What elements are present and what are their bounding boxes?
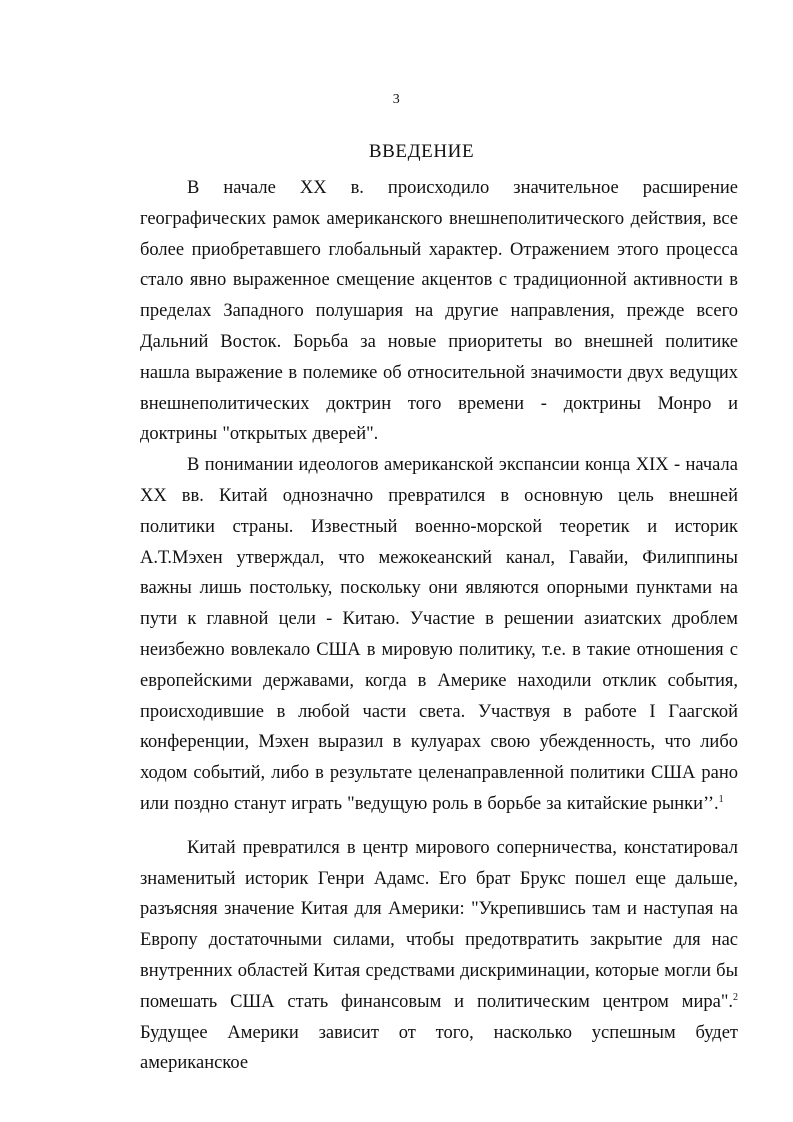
page-number: 3 xyxy=(392,92,401,107)
paragraph-1 xyxy=(140,173,738,450)
document-body xyxy=(140,173,738,1079)
paragraph-1-text: В начале XX в. происходило значительное расширение географических рамок американского внешнеполитического действия, все более приобретавшего глобальный характер. Отражением этого процесса стало явно выраженное смещение акцентов с традиционной активности в пределах Западного полушария на другие направления, прежде всего Дальний Восток. Борьба за новые приоритеты во внешней политике нашла выражение в полемике об относительной значимости двух ведущих внешнеполитических доктрин того времени - доктрины Монро и доктрины "открытых дверей". xyxy=(140,178,738,445)
paragraph-3-text-part1: Китай превратился в центр мирового соперничества, констатировал знаменитый историк Генри Адамс. Его брат Брукс пошел еще дальше, разъясняя значение Китая для Америки: "Укрепившись там и наступая на Европу достаточными силами, чтобы предотвратить закрытие для нас внутренних областей Китая средствами дискриминации, которые могли бы помешать США стать финансовым и политическим центром мира". xyxy=(140,837,738,1012)
paragraph-3-text-part2: Будущее Америки зависит от того, насколько успешным будет американское xyxy=(140,1022,738,1074)
paragraph-3 xyxy=(140,833,738,1079)
paragraph-2 xyxy=(140,450,738,820)
footnote-marker-1: 1 xyxy=(718,793,724,805)
paragraph-2-text: В понимании идеологов американской экспансии конца XIX - начала XX вв. Китай однозначно превратился в основную цель внешней политики страны. Известный военно-морской теоретик и историк А.Т.Мэхен утверждал, что межокеанский канал, Гавайи, Филиппины важны лишь постольку, поскольку они являются опорными пунктами на пути к главной цели - Китаю. Участие в решении азиатских дроблем неизбежно вовлекало США в мировую политику, т.е. в такие отношения с европейскими державами, когда в Америке находили отклик события, происходившие в любой части света. Участвуя в работе I Гаагской конференции, Мэхен выразил в кулуарах свою убежденность, что либо ходом событий, либо в результате целенаправленной политики США рано или поздно станут играть "ведущую роль в борьбе за китайские рынки’’. xyxy=(140,455,738,814)
section-heading: ВВЕДЕНИЕ xyxy=(368,141,475,162)
footnote-marker-2: 2 xyxy=(733,991,738,1003)
